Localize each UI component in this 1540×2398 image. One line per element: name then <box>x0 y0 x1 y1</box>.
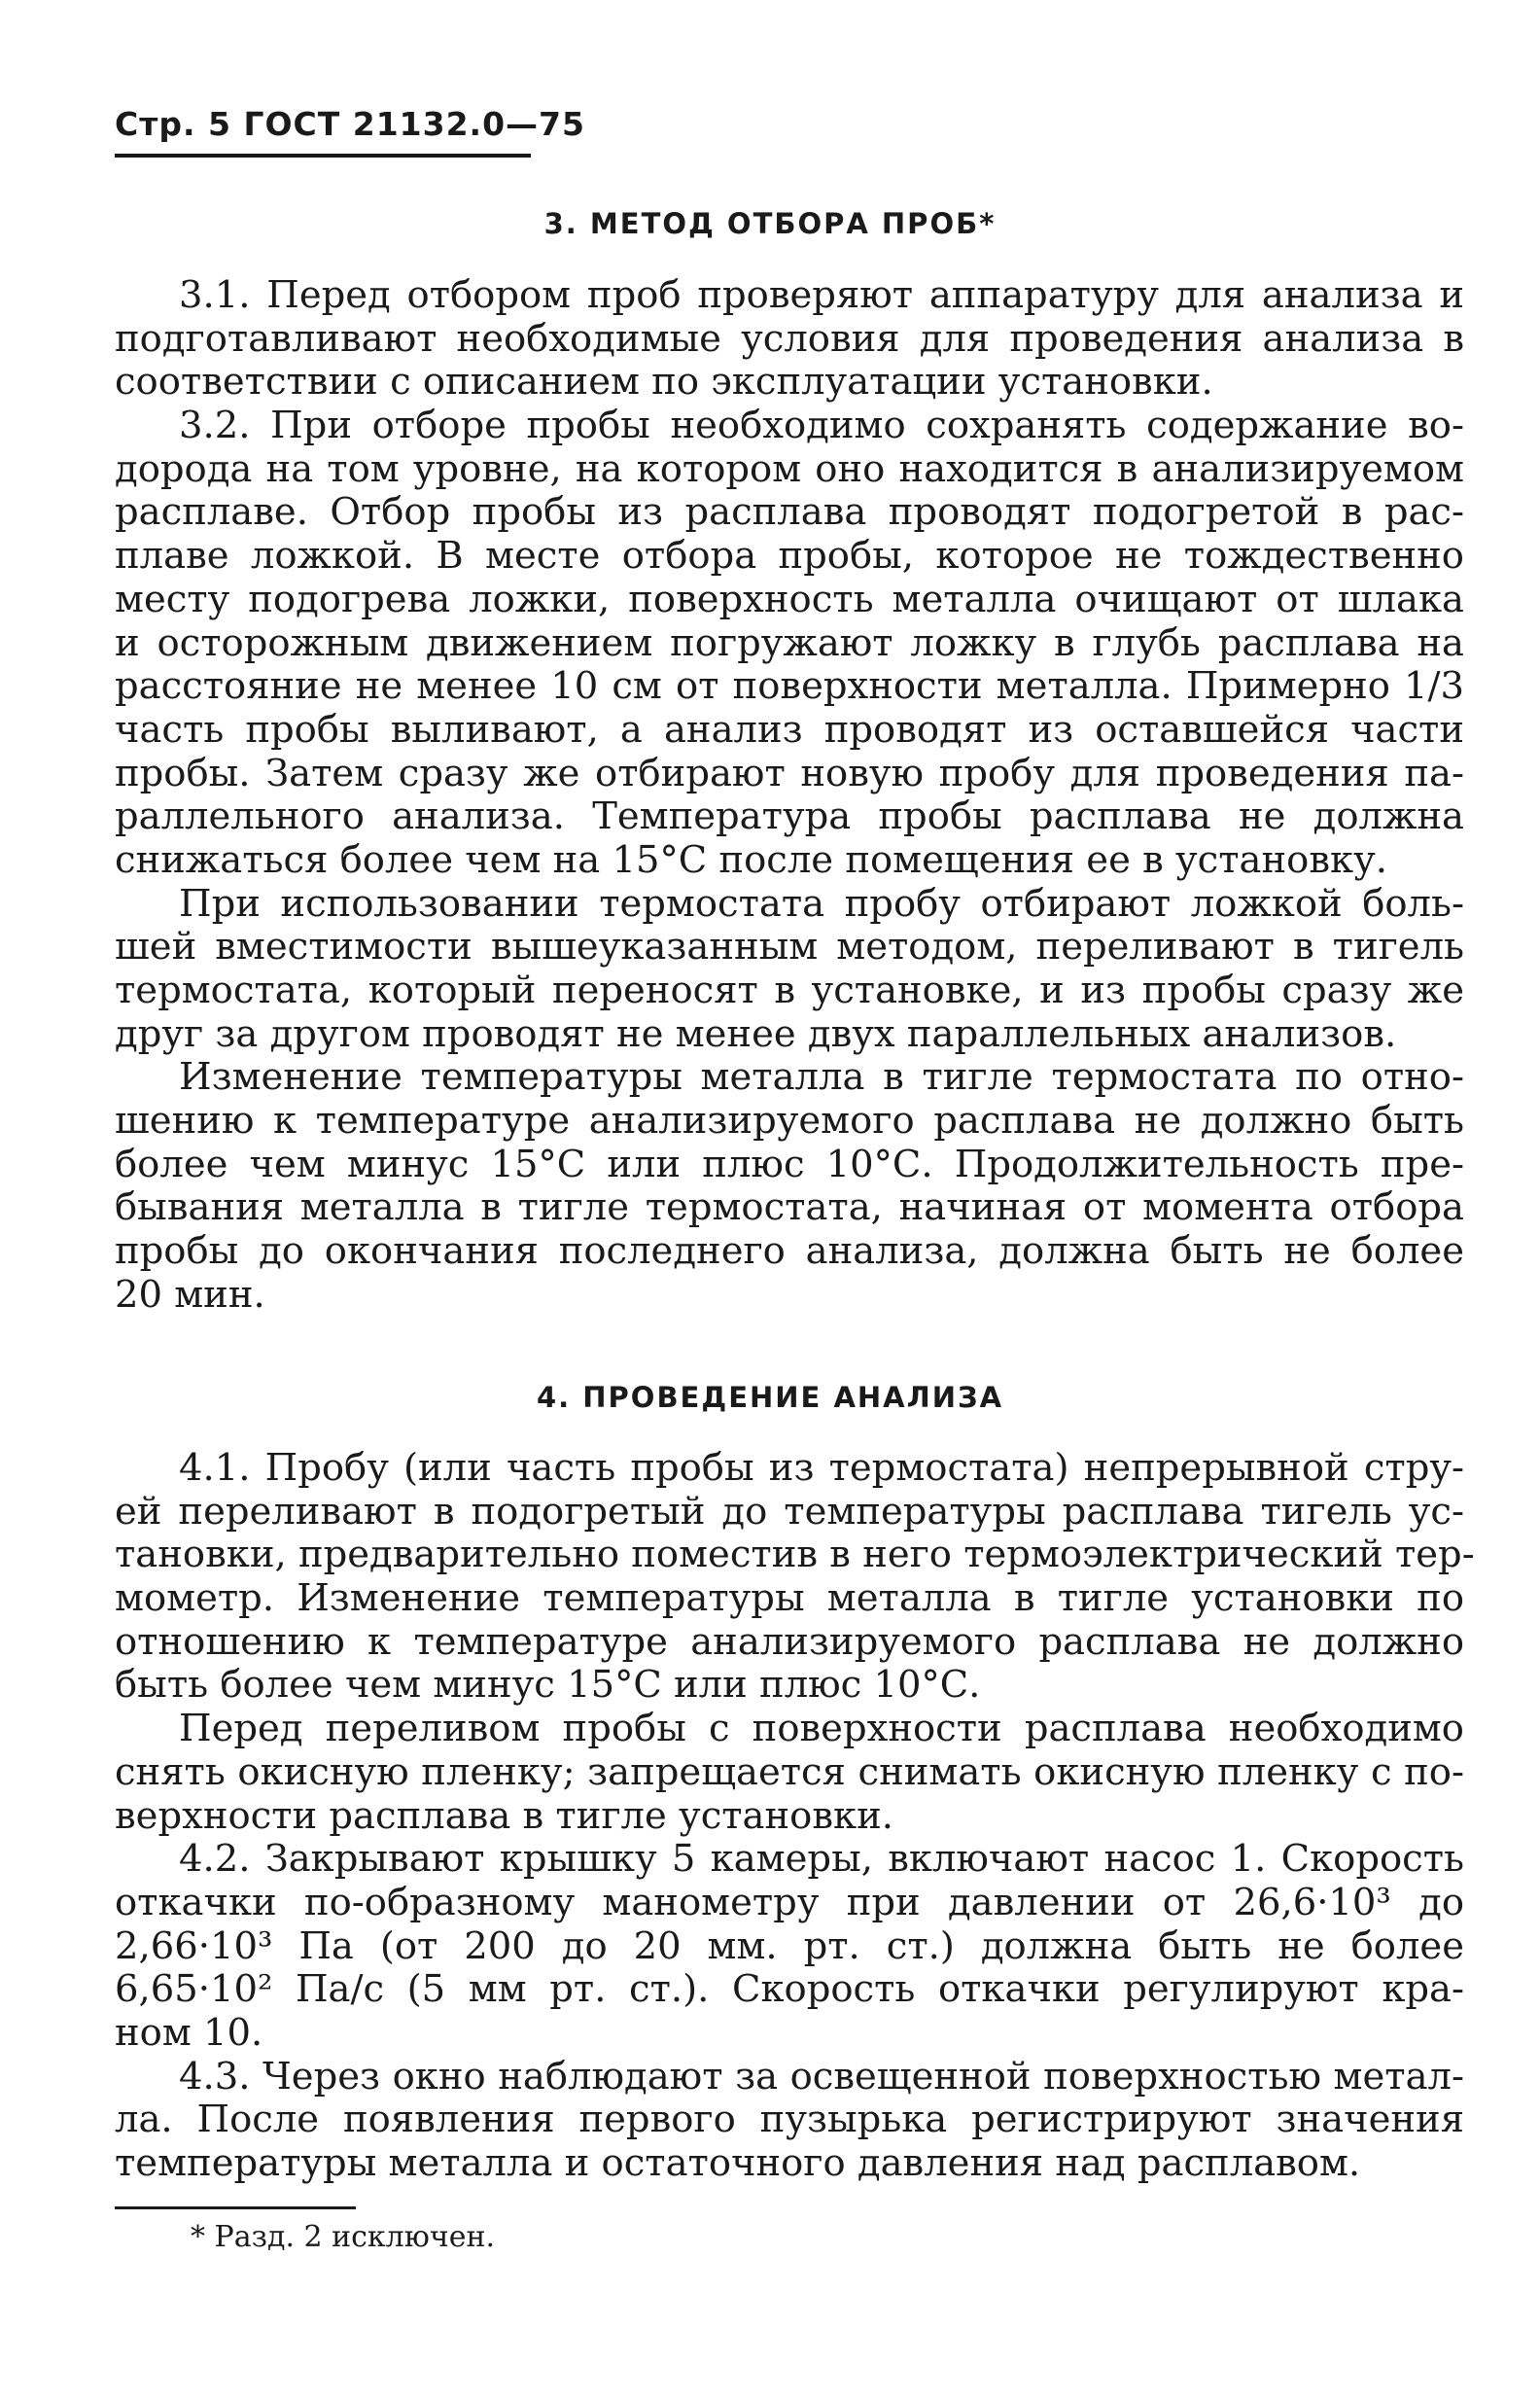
text-line: ла. После появления первого пузырька регистрируют значения <box>115 2098 1464 2142</box>
running-header: Стр. 5 ГОСТ 21132.0—75 <box>115 105 585 143</box>
text-line: термостата, который переносят в установке, и из пробы сразу же <box>115 969 1464 1012</box>
text-line: раллельного анализа. Температура пробы расплава не должна <box>115 794 1464 839</box>
text-line: друг за другом проводят не менее двух параллельных анализов. <box>115 1011 1397 1056</box>
text-line: соответствии с описанием по эксплуатации установки. <box>115 360 1213 405</box>
text-line: шей вместимости вышеуказанным методом, переливают в тигель <box>115 925 1464 970</box>
text-line: быть более чем минус 15°С или плюс 10°С. <box>115 1663 981 1708</box>
text-line: 4.2. Закрывают крышку 5 камеры, включают насос 1. Скорость <box>179 1837 1464 1882</box>
text-line: снижаться более чем на 15°С после помещения ее в установку. <box>115 837 1387 882</box>
text-line: 4.1. Пробу (или часть пробы из термостата) непрерывной стру- <box>179 1446 1464 1490</box>
text-line: 4.3. Через окно наблюдают за освещенной поверхностью метал- <box>179 2054 1464 2098</box>
text-line: снять окисную пленку; запрещается снимать окисную пленку с по- <box>115 1749 1464 1794</box>
text-line: пробы. Затем сразу же отбирают новую пробу для проведения па- <box>115 751 1464 795</box>
header-rule <box>115 154 531 158</box>
text-line: более чем минус 15°С или плюс 10°С. Продолжительность пре- <box>115 1142 1464 1186</box>
text-line: ей переливают в подогретый до температуры расплава тигель ус- <box>115 1489 1464 1534</box>
text-line: откачки по-образному манометру при давлении от 26,6·10³ до <box>115 1880 1464 1924</box>
text-line: тановки, предварительно поместив в него термоэлектрический тер- <box>115 1533 1475 1577</box>
text-line: расплаве. Отбор пробы из расплава проводят подогретой в рас- <box>115 490 1464 535</box>
text-line: 3.2. При отборе пробы необходимо сохранять содержание во- <box>179 404 1464 448</box>
text-line: температуры металла и остаточного давления над расплавом. <box>115 2141 1361 2185</box>
text-line: подготавливают необходимые условия для проведения анализа в <box>115 316 1464 361</box>
text-line: плаве ложкой. В месте отбора пробы, которое не тождественно <box>115 534 1464 579</box>
text-line: При использовании термостата пробу отбирают ложкой боль- <box>179 881 1464 926</box>
footnote-rule <box>115 2206 356 2209</box>
section-4-heading: 4. ПРОВЕДЕНИЕ АНАЛИЗА <box>536 1381 1004 1414</box>
text-line: шению к температуре анализируемого расплава не должно быть <box>115 1099 1464 1144</box>
text-line: дорода на том уровне, на котором оно находится в анализируемом <box>115 446 1464 491</box>
section-3-heading: 3. МЕТОД ОТБОРА ПРОБ* <box>543 207 997 240</box>
text-line: 6,65·10² Па/с (5 мм рт. ст.). Скорость откачки регулируют кра- <box>115 1967 1464 2012</box>
text-line: 2,66·10³ Па (от 200 до 20 мм. рт. ст.) должна быть не более <box>115 1923 1464 1968</box>
section-4-body <box>115 1446 1475 2186</box>
text-line: Изменение температуры металла в тигле термостата по отно- <box>179 1055 1464 1100</box>
text-line: отношению к температуре анализируемого расплава не должно <box>115 1619 1464 1664</box>
text-line: расстояние не менее 10 см от поверхности металла. Примерно 1/3 <box>115 664 1464 709</box>
text-line: месту подогрева ложки, поверхность металла очищают от шлака <box>115 577 1464 621</box>
text-line: Перед переливом пробы с поверхности расплава необходимо <box>179 1707 1464 1751</box>
text-line: часть пробы выливают, а анализ проводят из оставшейся части <box>115 707 1464 752</box>
text-line: пробы до окончания последнего анализа, должна быть не более <box>115 1229 1464 1274</box>
text-line: 3.1. Перед отбором проб проверяют аппаратуру для анализа и <box>179 273 1464 317</box>
text-line: верхности расплава в тигле установки. <box>115 1793 893 1838</box>
text-line: бывания металла в тигле термостата, начиная от момента отбора <box>115 1185 1464 1230</box>
text-line: ном 10. <box>115 2010 263 2055</box>
text-line: и осторожным движением погружают ложку в глубь расплава на <box>115 620 1464 665</box>
section-3-body <box>115 274 1464 1318</box>
footnote: * Разд. 2 исключен. <box>191 2220 495 2254</box>
text-line: мометр. Изменение температуры металла в тигле установки по <box>115 1576 1464 1621</box>
text-line: 20 мин. <box>115 1272 265 1317</box>
